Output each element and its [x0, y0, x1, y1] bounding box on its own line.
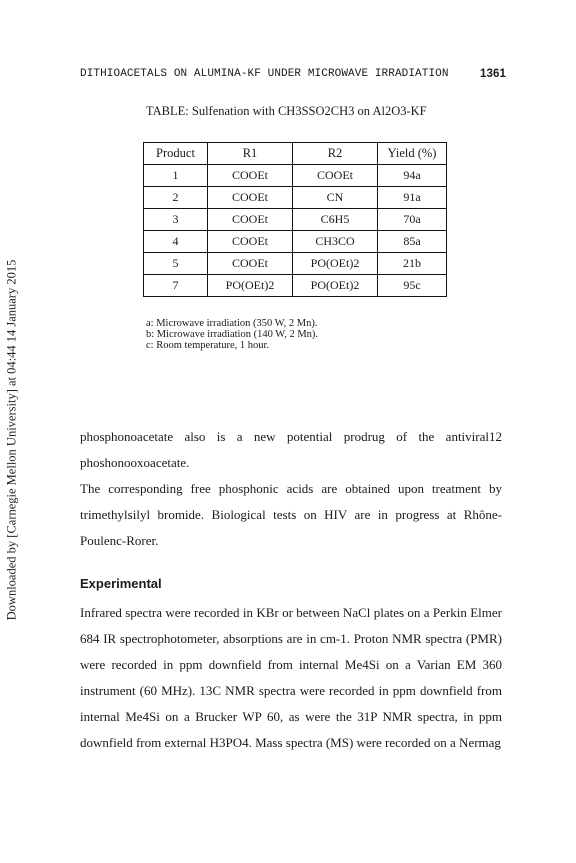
- cell-product: 4: [144, 231, 208, 253]
- table-row: [144, 209, 447, 231]
- cell-yield: 95c: [378, 275, 447, 297]
- results-table: [143, 142, 447, 297]
- cell-product: 3: [144, 209, 208, 231]
- table-footnotes: [146, 318, 318, 351]
- table-row: [144, 275, 447, 297]
- paragraph-phosphonic-acids: The corresponding free phosphonic acids are obtained upon treatment by trimethylsilyl bromide. Biological tests on HIV are in progress at Rhône-Poulenc-Rorer.: [80, 481, 502, 548]
- table-row: [144, 253, 447, 275]
- running-title: DITHIOACETALS ON ALUMINA-KF UNDER MICROWAVE IRRADIATION: [80, 68, 449, 80]
- cell-r2: PO(OEt)2: [293, 253, 378, 275]
- table-caption: TABLE: Sulfenation with CH3SSO2CH3 on Al2O3-KF: [146, 104, 427, 118]
- paragraph-prodrug: phosphonoacetate also is a new potential prodrug of the antiviral12 phoshonooxoacetate.: [80, 429, 502, 470]
- cell-r2: CH3CO: [293, 231, 378, 253]
- cell-r2: COOEt: [293, 165, 378, 187]
- col-header-r1: R1: [208, 143, 293, 165]
- cell-r2: C6H5: [293, 209, 378, 231]
- cell-product: 1: [144, 165, 208, 187]
- cell-yield: 21b: [378, 253, 447, 275]
- cell-yield: 70a: [378, 209, 447, 231]
- col-header-r2: R2: [293, 143, 378, 165]
- col-header-yield: Yield (%): [378, 143, 447, 165]
- running-header: [80, 68, 506, 84]
- cell-yield: 91a: [378, 187, 447, 209]
- col-header-product: Product: [144, 143, 208, 165]
- footnote-c: c: Room temperature, 1 hour.: [146, 340, 270, 351]
- cell-r1: COOEt: [208, 209, 293, 231]
- download-note: Downloaded by [Carnegie Mellon University] at 04:44 14 January 2015: [4, 259, 19, 621]
- cell-product: 2: [144, 187, 208, 209]
- table-row: [144, 187, 447, 209]
- cell-r2: PO(OEt)2: [293, 275, 378, 297]
- section-heading-experimental: Experimental: [80, 576, 162, 591]
- footnote-a: a: Microwave irradiation (350 W, 2 Mn).: [146, 318, 318, 329]
- cell-r1: COOEt: [208, 231, 293, 253]
- page-number: 1361: [480, 68, 506, 80]
- cell-r2: CN: [293, 187, 378, 209]
- footnote-b: b: Microwave irradiation (140 W, 2 Mn).: [146, 329, 319, 340]
- paragraph-experimental: Infrared spectra were recorded in KBr or between NaCl plates on a Perkin Elmer 684 IR spectrophotometer, absorptions are in cm-1. Proton NMR spectra (PMR) were recorded in ppm downfield from internal Me4Si on a Varian EM 360 instrument (60 MHz). 13C NMR spectra were recorded in ppm downfield from internal Me4Si on a Brucker WP 60, as were the 31P NMR spectra, in ppm downfield from external H3PO4. Mass spectra (MS) were recorded on a Nermag: [80, 605, 502, 750]
- cell-r1: COOEt: [208, 165, 293, 187]
- cell-r1: PO(OEt)2: [208, 275, 293, 297]
- cell-product: 7: [144, 275, 208, 297]
- cell-r1: COOEt: [208, 253, 293, 275]
- download-watermark: [2, 240, 22, 640]
- cell-yield: 85a: [378, 231, 447, 253]
- cell-product: 5: [144, 253, 208, 275]
- cell-yield: 94a: [378, 165, 447, 187]
- table-header-row: [144, 143, 447, 165]
- table-row: [144, 231, 447, 253]
- cell-r1: COOEt: [208, 187, 293, 209]
- table-row: [144, 165, 447, 187]
